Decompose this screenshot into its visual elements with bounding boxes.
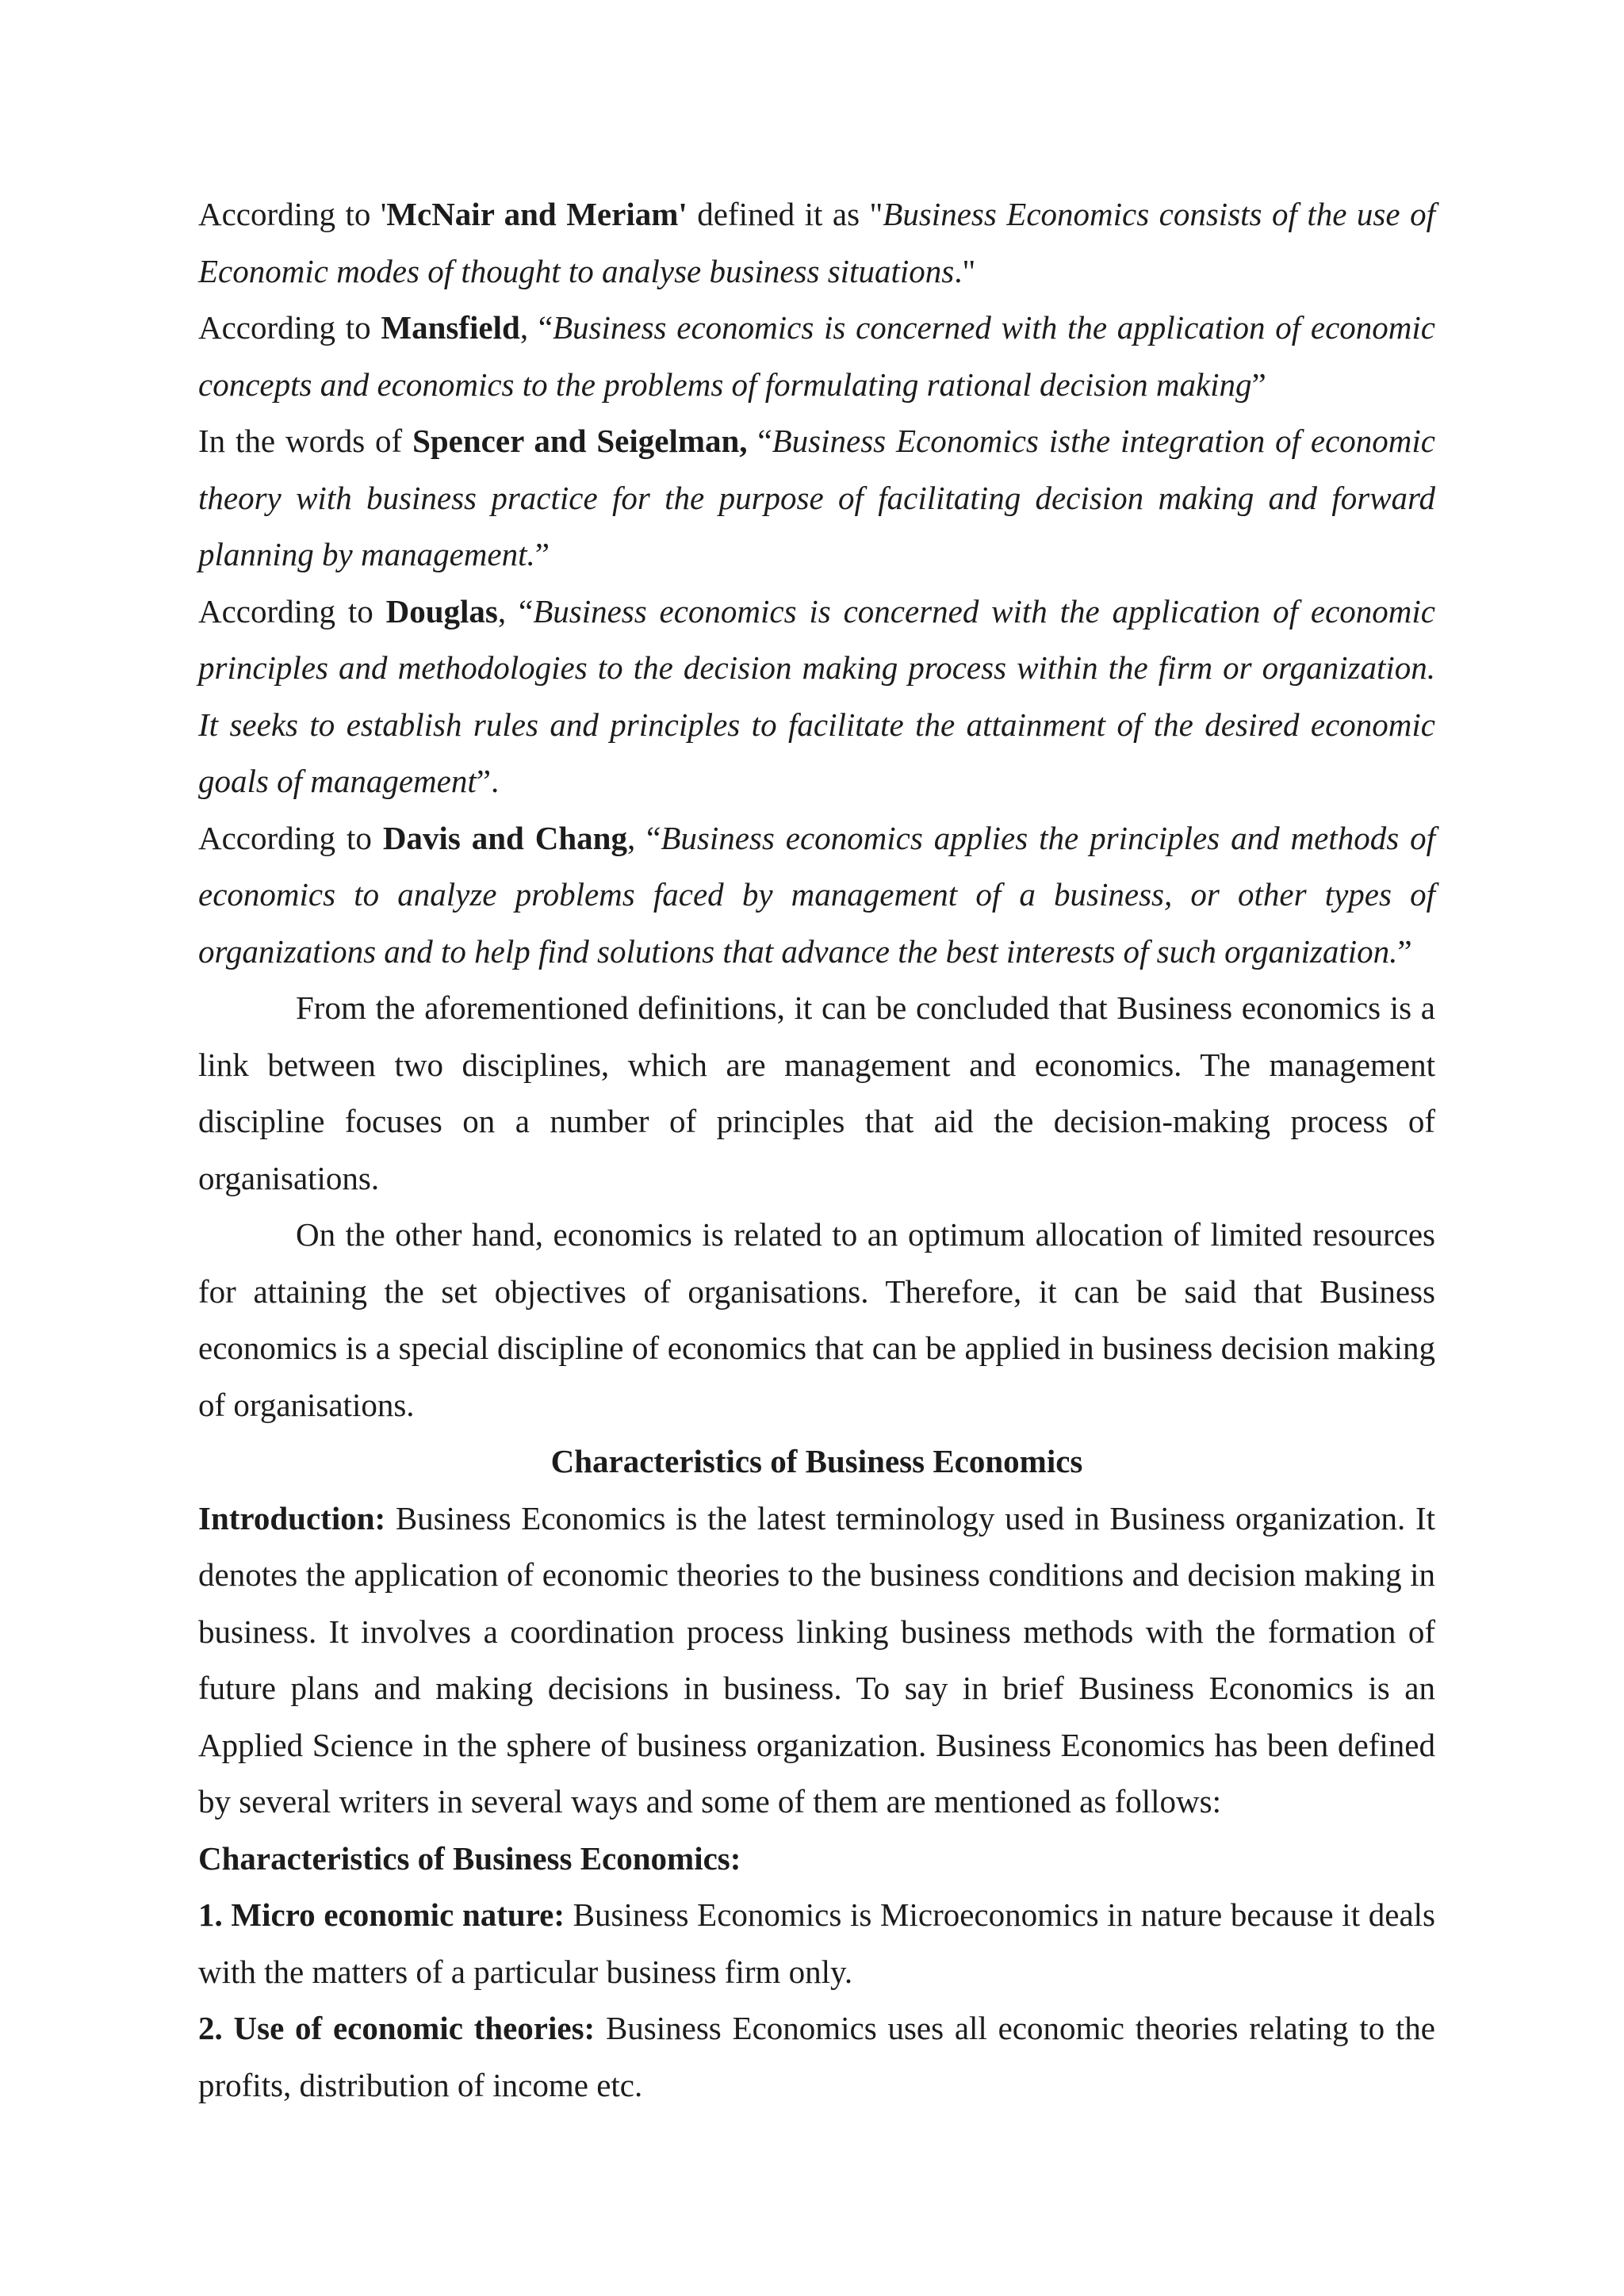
definition-paragraph xyxy=(198,186,1435,300)
conclusion-paragraph: From the aforementioned definitions, it can be concluded that Business economics is a link between two disciplines, which are management and economics. The management discipline focuses on a number of principles that aid the decision-making process of organisations. xyxy=(198,989,1435,1196)
definition-paragraph xyxy=(198,413,1435,584)
definition-connector: defined it as " xyxy=(687,196,883,232)
characteristic-text: Business Economics is Microeconomics in nature because it deals with the matters of a particular business firm only. xyxy=(198,1896,1435,1990)
definition-lead: According to xyxy=(198,819,383,856)
definition-quote: Business economics is concerned with the application of economic principles and methodologies to the decision making process within the firm or organization. It seeks to establish rules and principles to facilitate the attainment of the desired economic goals of management xyxy=(198,592,1435,799)
definition-connector: , “ xyxy=(497,592,534,629)
conclusion-paragraph: On the other hand, economics is related to an optimum allocation of limited resources for attaining the set objectives of organisations. Therefore, it can be said that Business economics is a special discipline of economics that can be applied in business decision making of organisations. xyxy=(198,1216,1435,1423)
characteristic-label: 2. Use of economic theories: xyxy=(198,2010,596,2046)
definition-author: McNair and Meriam' xyxy=(386,196,688,232)
definition-quote: Business economics applies the principles and methods of economics to analyze problems faced by management of a business, or other types of organizations and to help find solutions that advance the best interests of such organization. xyxy=(198,819,1435,970)
definition-quote: Business Economics isthe integration of economic theory with business practice for the purpose of facilitating decision making and forward planning by management. xyxy=(198,423,1435,572)
introduction-text: Business Economics is the latest terminology used in Business organization. It denotes the application of economic theories to the business conditions and decision making in business. It involves a coordination process linking business methods with the formation of future plans and making decisions in business. To say in brief Business Economics is an Applied Science in the sphere of business organization. Business Economics has been defined by several writers in several ways and some of them are mentioned as follows: xyxy=(198,1499,1435,1820)
definition-paragraph xyxy=(198,300,1435,413)
characteristic-item xyxy=(198,2000,1435,2114)
definition-connector: , “ xyxy=(626,819,661,856)
definition-tail: ”. xyxy=(476,763,500,799)
definition-paragraph xyxy=(198,584,1435,810)
definition-author: Douglas xyxy=(385,592,498,629)
definition-tail: ” xyxy=(1251,365,1266,403)
definition-connector: “ xyxy=(747,423,772,459)
document-page xyxy=(198,186,1435,2114)
definition-author: Davis and Chang xyxy=(382,819,627,856)
characteristic-label: 1. Micro economic nature: xyxy=(198,1896,565,1933)
definition-tail: ” xyxy=(1397,932,1412,970)
characteristic-item xyxy=(198,1887,1435,2000)
definition-author: Mansfield xyxy=(381,309,520,346)
definition-quote: Business Economics consists of the use of Economic modes of thought to analyse business situations xyxy=(198,196,1435,289)
characteristic-text: Business Economics uses all economic theories relating to the profits, distribution of income etc. xyxy=(198,2010,1435,2103)
definition-paragraph xyxy=(198,810,1435,981)
definition-tail: ” xyxy=(534,536,550,572)
definition-lead: According to ' xyxy=(198,196,387,232)
introduction-paragraph xyxy=(198,1490,1435,1831)
definition-lead: According to xyxy=(198,309,381,346)
definition-connector: , “ xyxy=(519,309,553,346)
definition-quote: Business economics is concerned with the application of economic concepts and economics to the problems of formulating rational decision making xyxy=(198,309,1435,403)
definition-tail: ." xyxy=(954,252,976,289)
definition-lead: According to xyxy=(198,592,386,629)
section-title: Characteristics of Business Economics xyxy=(550,1443,1083,1479)
characteristics-heading: Characteristics of Business Economics: xyxy=(198,1839,741,1877)
definition-lead: In the words of xyxy=(198,423,413,459)
definition-author: Spencer and Seigelman, xyxy=(412,423,748,459)
introduction-label: Introduction: xyxy=(198,1499,386,1536)
